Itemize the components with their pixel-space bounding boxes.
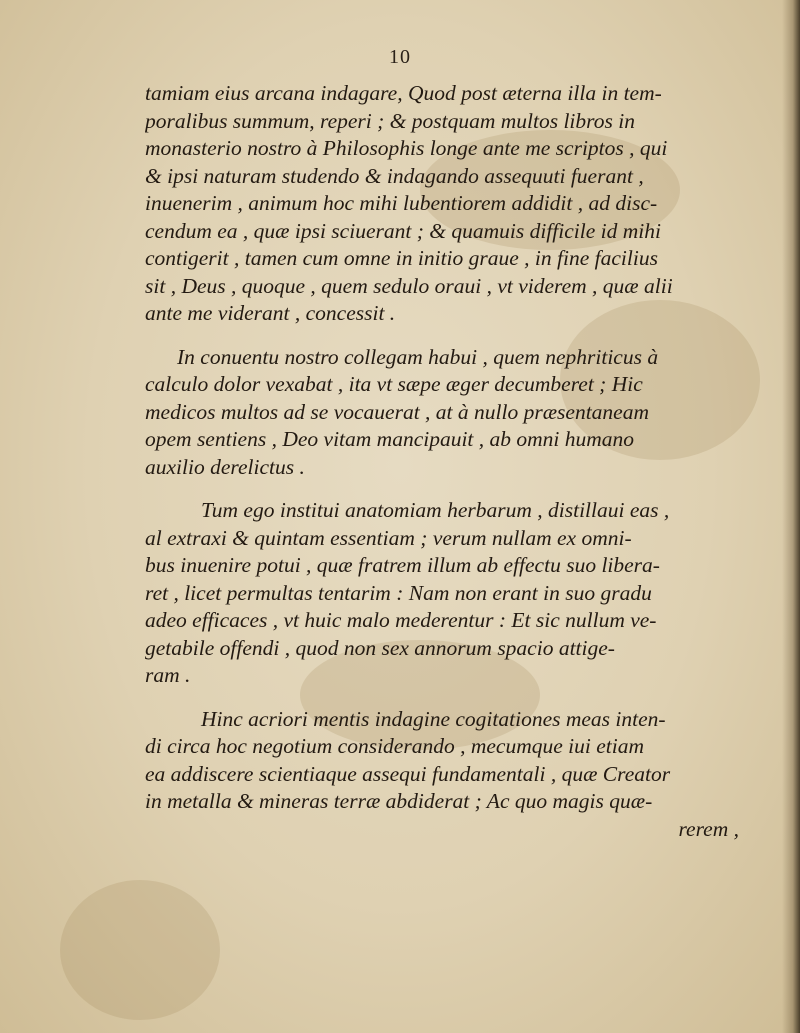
text-line: inuenerim , animum hoc mihi lubentiorem addidit , ad disc- <box>145 191 658 215</box>
paragraph <box>145 497 745 690</box>
text-line: tamiam eius arcana indagare, Quod post æterna illa in tem- <box>145 81 662 105</box>
text-line: adeo efficaces , vt huic malo mederentur : Et sic nullum ve- <box>145 608 657 632</box>
text-line: monasterio nostro à Philosophis longe ante me scriptos , qui <box>145 136 668 160</box>
text-line: poralibus summum, reperi ; & postquam multos libros in <box>145 108 635 133</box>
page-edge-shadow <box>782 0 800 1033</box>
text-line: getabile offendi , quod non sex annorum spacio attige- <box>145 635 615 660</box>
text-line: calculo dolor vexabat , ita vt sæpe æger decumberet ; Hic <box>145 372 643 396</box>
text-line: opem sentiens , Deo vitam mancipauit , ab omni humano <box>145 427 635 451</box>
text-line: bus inuenire potui , quæ fratrem illum ab effectu suo libera- <box>145 553 660 577</box>
text-line: Hinc acriori mentis indagine cogitationes meas inten- <box>201 706 666 731</box>
text-line: sit , Deus , quoque , quem sedulo oraui , vt viderem , quæ alii <box>145 273 673 298</box>
text-line: Tum ego institui anatomiam herbarum , distillaui eas , <box>201 498 670 522</box>
body-text <box>145 80 745 843</box>
text-line: di circa hoc negotium considerando , mecumque iui etiam <box>145 734 644 758</box>
text-line: & ipsi naturam studendo & indagando assequuti fuerant , <box>145 163 644 188</box>
text-line: contigerit , tamen cum omne in initio graue , in fine facilius <box>145 246 658 270</box>
text-line: In conuentu nostro collegam habui , quem nephriticus à <box>177 344 659 369</box>
paragraph <box>145 80 745 328</box>
text-line: al extraxi & quintam essentiam ; verum nullam ex omni- <box>145 525 632 550</box>
text-line: ret , licet permultas tentarim : Nam non erant in suo gradu <box>145 580 652 605</box>
text-line: medicos multos ad se vocauerat , at à nullo præsentaneam <box>145 399 650 424</box>
page-number: 10 <box>389 46 411 68</box>
text-line: ante me viderant , concessit . <box>145 301 396 325</box>
paragraph <box>145 344 745 482</box>
paper-stain <box>60 880 220 1020</box>
text-line: cendum ea , quæ ipsi sciuerant ; & quamuis difficile id mihi <box>145 218 661 243</box>
text-line: rerem , <box>678 816 739 841</box>
text-line: ram . <box>145 663 191 687</box>
text-line: auxilio derelictus . <box>145 454 305 479</box>
text-line: ea addiscere scientiaque assequi fundamentali , quæ Creator <box>145 761 671 786</box>
paragraph <box>145 706 745 844</box>
text-line: in metalla & mineras terræ abdiderat ; Ac quo magis quæ- <box>145 789 653 813</box>
